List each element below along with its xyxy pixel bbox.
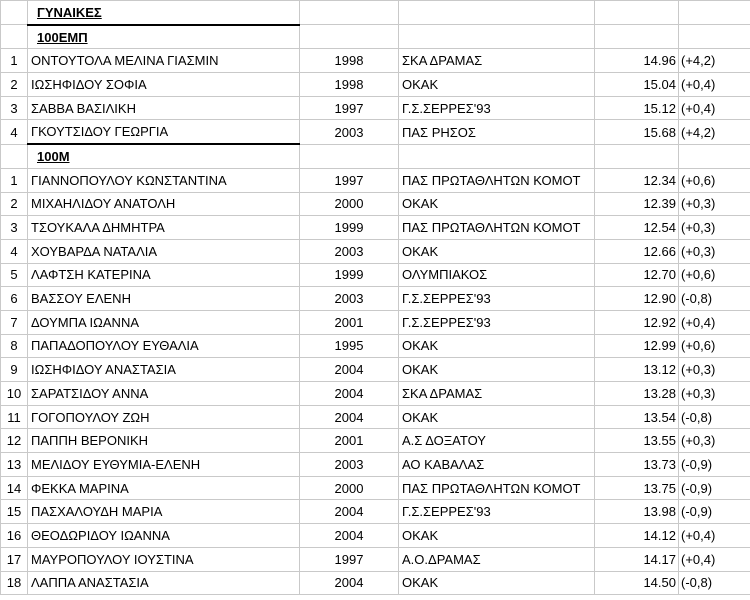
wind-cell[interactable]: (-0,8) [679, 287, 750, 311]
cell[interactable] [595, 144, 679, 168]
club-cell[interactable]: ΟΚΑΚ [399, 571, 595, 595]
wind-cell[interactable]: (-0,9) [679, 476, 750, 500]
cell[interactable] [1, 144, 28, 168]
header-row [1, 1, 750, 25]
birth-year-cell[interactable]: 1997 [300, 168, 399, 192]
time-cell[interactable]: 12.70 [595, 263, 679, 287]
rank-cell[interactable]: 8 [1, 334, 28, 358]
club-cell[interactable]: ΑΟ ΚΑΒΑΛΑΣ [399, 453, 595, 477]
wind-cell[interactable]: (+0,3) [679, 429, 750, 453]
table-row [1, 263, 750, 287]
club-cell[interactable]: ΟΚΑΚ [399, 192, 595, 216]
club-cell[interactable]: Γ.Σ.ΣΕΡΡΕΣ'93 [399, 287, 595, 311]
wind-cell[interactable]: (+4,2) [679, 49, 750, 73]
wind-cell[interactable]: (-0,9) [679, 500, 750, 524]
club-cell[interactable]: Α.Ο.ΔΡΑΜΑΣ [399, 547, 595, 571]
birth-year-cell[interactable]: 2004 [300, 382, 399, 406]
wind-cell[interactable]: (+0,4) [679, 96, 750, 120]
club-cell[interactable]: Γ.Σ.ΣΕΡΡΕΣ'93 [399, 310, 595, 334]
table-row [1, 571, 750, 595]
cell[interactable] [300, 1, 399, 25]
rank-cell[interactable]: 1 [1, 168, 28, 192]
birth-year-cell[interactable]: 2004 [300, 405, 399, 429]
club-cell[interactable]: ΣΚΑ ΔΡΑΜΑΣ [399, 49, 595, 73]
cell[interactable] [399, 144, 595, 168]
rank-cell[interactable]: 2 [1, 192, 28, 216]
cell[interactable] [595, 25, 679, 49]
rank-cell[interactable]: 5 [1, 263, 28, 287]
athlete-name-cell[interactable]: ΤΣΟΥΚΑΛΑ ΔΗΜΗΤΡΑ [28, 216, 300, 240]
table-row [1, 524, 750, 548]
cell[interactable] [300, 144, 399, 168]
wind-cell[interactable]: (-0,8) [679, 405, 750, 429]
cell[interactable] [300, 25, 399, 49]
athlete-name-cell[interactable]: ΛΑΠΠΑ ΑΝΑΣΤΑΣΙΑ [28, 571, 300, 595]
athlete-name-cell[interactable]: ΛΑΦΤΣΗ ΚΑΤΕΡΙΝΑ [28, 263, 300, 287]
athlete-name-cell[interactable]: ΓΚΟΥΤΣΙΔΟΥ ΓΕΩΡΓΙΑ [28, 120, 300, 144]
birth-year-cell[interactable]: 1997 [300, 547, 399, 571]
wind-cell[interactable]: (+0,4) [679, 310, 750, 334]
wind-cell[interactable]: (+0,4) [679, 524, 750, 548]
club-cell[interactable]: ΟΚΑΚ [399, 358, 595, 382]
rank-cell[interactable]: 1 [1, 49, 28, 73]
rank-cell[interactable]: 3 [1, 216, 28, 240]
athlete-name-cell[interactable]: ΙΩΣΗΦΙΔΟΥ ΑΝΑΣΤΑΣΙΑ [28, 358, 300, 382]
birth-year-cell[interactable]: 1998 [300, 49, 399, 73]
section-title[interactable]: 100ΕΜΠ [28, 25, 300, 49]
table-row [1, 382, 750, 406]
athlete-name-cell[interactable]: ΓΙΑΝΝΟΠΟΥΛΟΥ ΚΩΝΣΤΑΝΤΙΝΑ [28, 168, 300, 192]
rank-cell[interactable]: 12 [1, 429, 28, 453]
table-row [1, 405, 750, 429]
birth-year-cell[interactable]: 2004 [300, 500, 399, 524]
time-cell[interactable]: 12.54 [595, 216, 679, 240]
time-cell[interactable]: 15.68 [595, 120, 679, 144]
athlete-name-cell[interactable]: ΓΟΓΟΠΟΥΛΟΥ ΖΩΗ [28, 405, 300, 429]
athlete-name-cell[interactable]: ΙΩΣΗΦΙΔΟΥ ΣΟΦΙΑ [28, 73, 300, 97]
table-row [1, 216, 750, 240]
athlete-name-cell[interactable]: ΧΟΥΒΑΡΔΑ ΝΑΤΑΛΙΑ [28, 239, 300, 263]
birth-year-cell[interactable]: 1997 [300, 96, 399, 120]
wind-cell[interactable]: (+0,3) [679, 239, 750, 263]
club-cell[interactable]: ΟΛΥΜΠΙΑΚΟΣ [399, 263, 595, 287]
birth-year-cell[interactable]: 2001 [300, 429, 399, 453]
athlete-name-cell[interactable]: ΦΕΚΚΑ ΜΑΡΙΝΑ [28, 476, 300, 500]
cell[interactable] [399, 25, 595, 49]
time-cell[interactable]: 13.73 [595, 453, 679, 477]
birth-year-cell[interactable]: 2001 [300, 310, 399, 334]
time-cell[interactable]: 14.50 [595, 571, 679, 595]
table-row [1, 287, 750, 311]
club-cell[interactable]: ΠΑΣ ΠΡΩΤΑΘΛΗΤΩΝ ΚΟΜΟΤ [399, 168, 595, 192]
wind-cell[interactable]: (+0,3) [679, 382, 750, 406]
sheet-title[interactable]: ΓΥΝΑΙΚΕΣ [28, 1, 300, 25]
rank-cell[interactable]: 6 [1, 287, 28, 311]
table-row [1, 310, 750, 334]
table-row [1, 239, 750, 263]
athlete-name-cell[interactable]: ΠΑΠΑΔΟΠΟΥΛΟΥ ΕΥΘΑΛΙΑ [28, 334, 300, 358]
rank-cell[interactable]: 10 [1, 382, 28, 406]
section-header-row [1, 144, 750, 168]
wind-cell[interactable]: (+0,3) [679, 192, 750, 216]
wind-cell[interactable]: (+0,6) [679, 168, 750, 192]
time-cell[interactable]: 12.66 [595, 239, 679, 263]
rank-cell[interactable]: 13 [1, 453, 28, 477]
athlete-name-cell[interactable]: ΜΑΥΡΟΠΟΥΛΟΥ ΙΟΥΣΤΙΝΑ [28, 547, 300, 571]
rank-cell[interactable]: 9 [1, 358, 28, 382]
wind-cell[interactable]: (-0,9) [679, 453, 750, 477]
rank-cell[interactable]: 4 [1, 120, 28, 144]
rank-cell[interactable]: 7 [1, 310, 28, 334]
table-row [1, 453, 750, 477]
club-cell[interactable]: Γ.Σ.ΣΕΡΡΕΣ'93 [399, 500, 595, 524]
time-cell[interactable]: 14.96 [595, 49, 679, 73]
wind-cell[interactable]: (+0,6) [679, 334, 750, 358]
club-cell[interactable]: ΟΚΑΚ [399, 334, 595, 358]
results-table-body [1, 1, 750, 595]
athlete-name-cell[interactable]: ΠΑΣΧΑΛΟΥΔΗ ΜΑΡΙΑ [28, 500, 300, 524]
rank-cell[interactable]: 4 [1, 239, 28, 263]
time-cell[interactable]: 12.34 [595, 168, 679, 192]
section-header-row [1, 25, 750, 49]
rank-cell[interactable]: 16 [1, 524, 28, 548]
table-row [1, 192, 750, 216]
athlete-name-cell[interactable]: ΠΑΠΠΗ ΒΕΡΟΝΙΚΗ [28, 429, 300, 453]
rank-cell[interactable]: 17 [1, 547, 28, 571]
cell[interactable] [399, 1, 595, 25]
club-cell[interactable]: Γ.Σ.ΣΕΡΡΕΣ'93 [399, 96, 595, 120]
birth-year-cell[interactable]: 2003 [300, 287, 399, 311]
club-cell[interactable]: ΠΑΣ ΠΡΩΤΑΘΛΗΤΩΝ ΚΟΜΟΤ [399, 476, 595, 500]
club-cell[interactable]: ΟΚΑΚ [399, 73, 595, 97]
time-cell[interactable]: 13.98 [595, 500, 679, 524]
rank-cell[interactable]: 15 [1, 500, 28, 524]
cell[interactable] [679, 1, 750, 25]
rank-cell[interactable]: 11 [1, 405, 28, 429]
wind-cell[interactable]: (+0,4) [679, 73, 750, 97]
table-row [1, 120, 750, 144]
club-cell[interactable]: ΟΚΑΚ [399, 524, 595, 548]
time-cell[interactable]: 13.28 [595, 382, 679, 406]
table-row [1, 73, 750, 97]
birth-year-cell[interactable]: 1995 [300, 334, 399, 358]
wind-cell[interactable]: (+0,4) [679, 547, 750, 571]
birth-year-cell[interactable]: 2000 [300, 192, 399, 216]
athlete-name-cell[interactable]: ΒΑΣΣΟΥ ΕΛΕΝΗ [28, 287, 300, 311]
wind-cell[interactable]: (-0,8) [679, 571, 750, 595]
time-cell[interactable]: 13.12 [595, 358, 679, 382]
cell[interactable] [1, 25, 28, 49]
table-row [1, 429, 750, 453]
time-cell[interactable]: 12.99 [595, 334, 679, 358]
rank-cell[interactable]: 14 [1, 476, 28, 500]
cell[interactable] [1, 1, 28, 25]
table-row [1, 49, 750, 73]
table-row [1, 168, 750, 192]
time-cell[interactable]: 14.12 [595, 524, 679, 548]
club-cell[interactable]: ΟΚΑΚ [399, 239, 595, 263]
time-cell[interactable]: 12.90 [595, 287, 679, 311]
athlete-name-cell[interactable]: ΔΟΥΜΠΑ ΙΩΑΝΝΑ [28, 310, 300, 334]
birth-year-cell[interactable]: 2003 [300, 239, 399, 263]
cell[interactable] [679, 144, 750, 168]
birth-year-cell[interactable]: 1999 [300, 216, 399, 240]
birth-year-cell[interactable]: 2004 [300, 571, 399, 595]
time-cell[interactable]: 12.92 [595, 310, 679, 334]
birth-year-cell[interactable]: 2003 [300, 453, 399, 477]
rank-cell[interactable]: 3 [1, 96, 28, 120]
club-cell[interactable]: ΠΑΣ ΡΗΣΟΣ [399, 120, 595, 144]
time-cell[interactable]: 15.04 [595, 73, 679, 97]
rank-cell[interactable]: 2 [1, 73, 28, 97]
club-cell[interactable]: ΟΚΑΚ [399, 405, 595, 429]
athlete-name-cell[interactable]: ΣΑΡΑΤΣΙΔΟΥ ΑΝΝΑ [28, 382, 300, 406]
time-cell[interactable]: 13.75 [595, 476, 679, 500]
wind-cell[interactable]: (+0,6) [679, 263, 750, 287]
cell[interactable] [679, 25, 750, 49]
athlete-name-cell[interactable]: ΟΝΤΟΥΤΟΛΑ ΜΕΛΙΝΑ ΓΙΑΣΜΙΝ [28, 49, 300, 73]
time-cell[interactable]: 12.39 [595, 192, 679, 216]
time-cell[interactable]: 14.17 [595, 547, 679, 571]
time-cell[interactable]: 15.12 [595, 96, 679, 120]
table-row [1, 358, 750, 382]
athlete-name-cell[interactable]: ΜΙΧΑΗΛΙΔΟΥ ΑΝΑΤΟΛΗ [28, 192, 300, 216]
wind-cell[interactable]: (+0,3) [679, 216, 750, 240]
time-cell[interactable]: 13.55 [595, 429, 679, 453]
birth-year-cell[interactable]: 2000 [300, 476, 399, 500]
birth-year-cell[interactable]: 2004 [300, 524, 399, 548]
wind-cell[interactable]: (+0,3) [679, 358, 750, 382]
club-cell[interactable]: ΠΑΣ ΠΡΩΤΑΘΛΗΤΩΝ ΚΟΜΟΤ [399, 216, 595, 240]
table-row [1, 476, 750, 500]
table-row [1, 334, 750, 358]
birth-year-cell[interactable]: 2004 [300, 358, 399, 382]
club-cell[interactable]: ΣΚΑ ΔΡΑΜΑΣ [399, 382, 595, 406]
time-cell[interactable]: 13.54 [595, 405, 679, 429]
birth-year-cell[interactable]: 1998 [300, 73, 399, 97]
birth-year-cell[interactable]: 2003 [300, 120, 399, 144]
table-row [1, 96, 750, 120]
athlete-name-cell[interactable]: ΜΕΛΙΔΟΥ ΕΥΘΥΜΙΑ-ΕΛΕΝΗ [28, 453, 300, 477]
section-title[interactable]: 100Μ [28, 144, 300, 168]
rank-cell[interactable]: 18 [1, 571, 28, 595]
club-cell[interactable]: Α.Σ ΔΟΞΑΤΟΥ [399, 429, 595, 453]
wind-cell[interactable]: (+4,2) [679, 120, 750, 144]
athlete-name-cell[interactable]: ΘΕΟΔΩΡΙΔΟΥ ΙΩΑΝΝΑ [28, 524, 300, 548]
athlete-name-cell[interactable]: ΣΑΒΒΑ ΒΑΣΙΛΙΚΗ [28, 96, 300, 120]
table-row [1, 547, 750, 571]
cell[interactable] [595, 1, 679, 25]
table-row [1, 500, 750, 524]
birth-year-cell[interactable]: 1999 [300, 263, 399, 287]
